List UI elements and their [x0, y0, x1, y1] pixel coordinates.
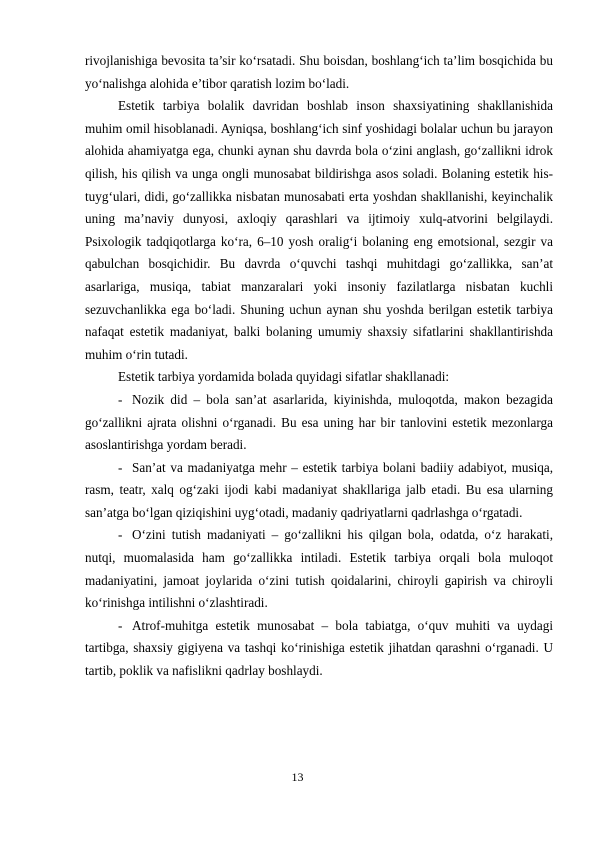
list-item-text: Atrof-muhitga estetik munosabat – bola tabiatga, o‘quv muhiti va uydagi tartibga, shaxsiy gigiyena va tashqi ko‘rinishiga estetik jihatdan qarashni o‘rganadi. U tartib, poklik va nafislikni qadrlay boshlaydi. [85, 617, 553, 679]
list-item-nozik-did [85, 389, 553, 457]
list-item-atrof-muhit [85, 615, 553, 683]
list-dash: - [118, 391, 123, 407]
document-body [85, 50, 553, 683]
list-dash: - [118, 459, 123, 475]
paragraph-continuation: rivojlanishiga bevosita ta’sir ko‘rsatadi. Shu boisdan, boshlang‘ich ta’lim bosqichida bu yo‘nalishga alohida e’tibor qaratish lozim bo‘ladi. [85, 53, 553, 91]
page-number: 13 [291, 770, 304, 784]
paragraph-aesthetic-education: Estetik tarbiya bolalik davridan boshlab inson shaxsiyatining shakllanishida muhim omil hisoblanadi. Ayniqsa, boshlang‘ich sinf yoshidagi bolalar uchun bu jarayon alohida ahamiyatga ega, chunki aynan shu davrda bola o‘zini anglash, go‘zallikni idrok qilish, his qilish va unga ongli munosabat bildirishga asos soladi. Bolaning estetik his-tuyg‘ulari, didi, go‘zallikka nisbatan munosabati erta yoshdan shakllanishi, keyinchalik uning ma’naviy dunyosi, axloqiy qarashlari va ijtimoiy xulq-atvorini belgilaydi. Psixologik tadqiqotlarga ko‘ra, 6–10 yosh oralig‘i bolaning eng emotsional, sezgir va qabulchan bosqichidir. Bu davrda o‘quvchi tashqi muhitdagi go‘zallikka, san’at asarlariga, musiqa, tabiat manzaralari yoki insoniy fazilatlarga nisbatan kuchli sezuvchanlikka ega bo‘ladi. Shuning uchun aynan shu yoshda berilgan estetik tarbiya nafaqat estetik madaniyat, balki bolaning umumiy shaxsiy sifatlarini shakllantirishda muhim o‘rin tutadi. [85, 98, 553, 362]
list-item-text: O‘zini tutish madaniyati – go‘zallikni his qilgan bola, odatda, o‘z harakati, nutqi, muomalasida ham go‘zallikka intiladi. Estetik tarbiya orqali bola muloqot madaniyatini, jamoat joylarida o‘zini tutish qoidalarini, chiroyli gapirish va chiroyli ko‘rinishga intilishni o‘zlashtiradi. [85, 527, 553, 611]
list-item-text: San’at va madaniyatga mehr – estetik tarbiya bolani badiiy adabiyot, musiqa, rasm, teatr, xalq og‘zaki ijodi kabi madaniyat shakllariga jalb etadi. Bu esa ularning san’atga bo‘lgan qiziqishini uyg‘otadi, madaniy qadriyatlarni qadrlashga o‘rgatadi. [85, 459, 553, 520]
list-item-sanat-mehr [85, 457, 553, 525]
list-item-text: Nozik did – bola san’at asarlarida, kiyinishda, muloqotda, makon bezagida go‘zallikni ajrata olishni o‘rganadi. Bu esa uning har bir tanlovini estetik mezonlarga asoslantirishga yordam beradi. [85, 391, 553, 453]
list-dash: - [118, 617, 123, 633]
paragraph-list-intro: Estetik tarbiya yordamida bolada quyidagi sifatlar shakllanadi: [118, 369, 450, 385]
list-dash: - [118, 527, 123, 543]
list-item-ozini-tutish [85, 524, 553, 614]
